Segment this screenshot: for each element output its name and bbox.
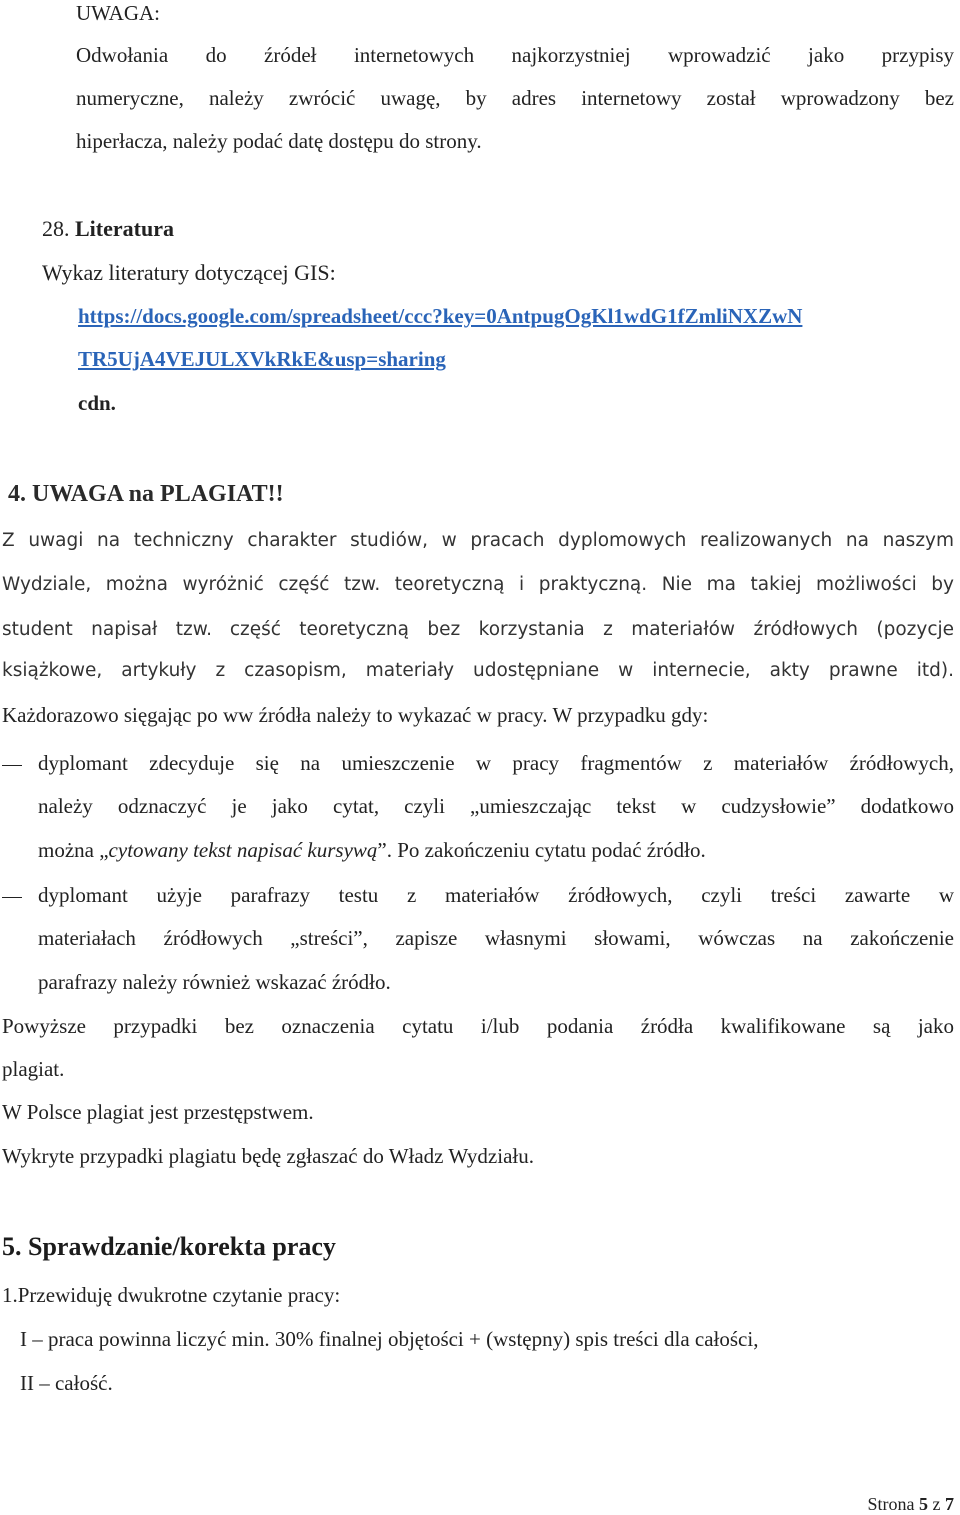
uwaga-line-3: hiperłacza, należy podać datę dostępu do strony.	[76, 129, 482, 153]
bullet-2-line-3: parafrazy należy również wskazać źródło.	[38, 970, 391, 994]
literatura-number: 28.	[42, 216, 75, 241]
dash-bullet-icon	[2, 765, 22, 766]
sprawdzanie-line-3: II – całość.	[20, 1371, 113, 1395]
page-number: Strona 5 z 7	[867, 1494, 954, 1514]
bullet-1-line-3: można „cytowany tekst napisać kursywą”. Po zakończeniu cytatu podać źródło.	[38, 838, 706, 862]
plagiat-line-1: Z uwagi na techniczny charakter studiów, w pracach dyplomowych realizowanych na naszym	[2, 530, 954, 551]
bullet-1-line-1: dyplomant zdecyduje się na umieszczenie w pracy fragmentów z materiałów źródłowych,	[38, 751, 954, 775]
uwaga-line-2: numeryczne, należy zwrócić uwagę, by adres internetowy został wprowadzony bez	[76, 86, 954, 110]
uwaga-heading: UWAGA:	[76, 1, 160, 25]
bullet-2-line-2: materiałach źródłowych „streści”, zapisze własnymi słowami, wówczas na zakończenie	[38, 926, 954, 950]
plagiat-crime-note: W Polsce plagiat jest przestępstwem.	[2, 1100, 314, 1124]
sprawdzanie-line-1: 1.Przewiduję dwukrotne czytanie pracy:	[2, 1283, 341, 1307]
bullet-1-line-2: należy odznaczyć je jako cytat, czyli „umieszczając tekst w cudzysłowie” dodatkowo	[38, 794, 954, 818]
plagiat-line-3: student napisał tzw. część teoretyczną bez korzystania z materiałów źródłowych (pozycje	[2, 619, 955, 640]
sprawdzanie-line-2: I – praca powinna liczyć min. 30% finalnej objętości + (wstępny) spis treści dla całości,	[20, 1327, 759, 1351]
plagiat-summary-line-2: plagiat.	[2, 1057, 65, 1081]
literatura-cdn: cdn.	[78, 391, 116, 415]
literatura-subheading: Wykaz literatury dotyczącej GIS:	[42, 260, 336, 285]
bullet-2-line-1: dyplomant użyje parafrazy testu z materiałów źródłowych, czyli treści zawarte w	[38, 883, 954, 907]
gis-literature-link-line-1[interactable]: https://docs.google.com/spreadsheet/ccc?key=0AntpugOgKl1wdG1fZmliNXZwN	[78, 304, 803, 328]
plagiat-line-2: Wydziale, można wyróżnić część tzw. teoretyczną i praktyczną. Nie ma takiej możliwości by	[2, 574, 954, 595]
gis-literature-link-line-2[interactable]: TR5UjA4VEJULXVkRkE&usp=sharing	[78, 347, 446, 371]
plagiat-report-note: Wykryte przypadki plagiatu będę zgłaszać do Władz Wydziału.	[2, 1144, 534, 1168]
plagiat-line-4: książkowe, artykuły z czasopism, materiały udostępniane w internecie, akty prawne itd).	[2, 660, 954, 681]
plagiat-line-5: Każdorazowo sięgając po ww źródła należy to wykazać w pracy. W przypadku gdy:	[2, 703, 709, 727]
dash-bullet-icon	[2, 897, 22, 898]
plagiat-heading: 4. UWAGA na PLAGIAT!!	[8, 481, 284, 507]
plagiat-summary-line-1: Powyższe przypadki bez oznaczenia cytatu i/lub podania źródła kwalifikowane są jako	[2, 1014, 954, 1038]
literatura-title: Literatura	[75, 216, 174, 241]
uwaga-line-1: Odwołania do źródeł internetowych najkorzystniej wprowadzić jako przypisy	[76, 43, 954, 67]
sprawdzanie-heading: 5. Sprawdzanie/korekta pracy	[2, 1232, 336, 1261]
literatura-heading	[42, 217, 174, 241]
